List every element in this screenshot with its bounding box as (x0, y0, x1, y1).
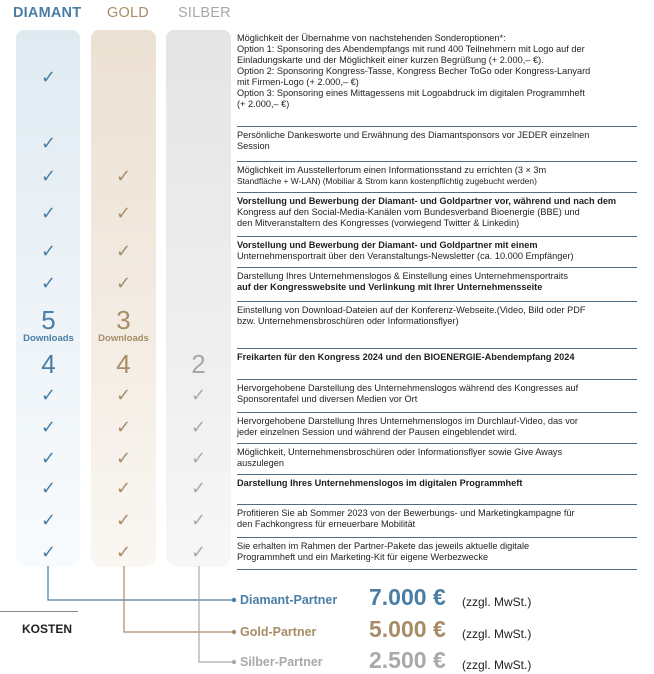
check-icon: ✓ (115, 542, 132, 563)
partner-name-diamant: Diamant-Partner (240, 593, 338, 607)
row-line: mit Firmen-Logo (+ 2.000,– €) (237, 77, 359, 87)
row-line: Vorstellung und Bewerbung der Diamant- und Goldpartner mit einem (237, 240, 538, 250)
check-icon: ✓ (190, 384, 207, 406)
check-icon: ✓ (190, 509, 207, 531)
count-value: 5 (41, 305, 56, 335)
row-line: Hervorgehobene Darstellung Ihres Unternehmenslogos im Durchlauf-Video, das vor (237, 416, 578, 426)
check-icon: ✓ (115, 478, 132, 499)
count-value: 3 (116, 305, 131, 335)
partner-name-gold: Gold-Partner (240, 625, 317, 639)
price-note-silber: (zzgl. MwSt.) (462, 658, 532, 672)
row-line: bzw. Unternehmensbroschüren oder Informationsflyer) (237, 316, 459, 326)
row-line: Freikarten für den Kongress 2024 und den BIOENERGIE-Abendempfang 2024 (237, 352, 575, 362)
price-note-diamant: (zzgl. MwSt.) (462, 595, 532, 609)
row-line: Sponsorentafel und diversen Medien vor Ort (237, 394, 418, 404)
price-gold: 5.000 € (369, 616, 446, 642)
check-icon: ✓ (190, 478, 207, 499)
check-icon: ✓ (40, 509, 57, 531)
check-icon: ✓ (115, 203, 132, 224)
row-line: Möglichkeit, Unternehmensbroschüren oder Informationsflyer sowie Give Aways (237, 447, 563, 457)
check-icon: ✓ (40, 384, 57, 406)
partner-name-silber: Silber-Partner (240, 655, 323, 669)
count-value: 4 (41, 348, 56, 379)
check-icon: ✓ (190, 416, 207, 438)
header-silber: SILBER (178, 5, 231, 21)
row-line: Option 1: Sponsoring des Abendempfangs mit rund 400 Teilnehmern mit Logo auf der (237, 44, 585, 54)
count-value: 4 (116, 348, 131, 379)
row-line: Option 3: Sponsoring eines Mittagessens mit Logoabdruck im digitalen Programmheft (237, 88, 585, 98)
check-icon: ✓ (190, 447, 207, 469)
header-diamant: DIAMANT (13, 5, 82, 21)
check-icon: ✓ (115, 165, 132, 187)
check-icon: ✓ (115, 240, 132, 262)
check-icon: ✓ (40, 132, 57, 154)
row-line: den Mitveranstaltern des Kongresses (vorwiegend Twitter & Linkedin) (237, 218, 520, 228)
row-line: Möglichkeit der Übernahme von nachstehenden Sonderoptionen*: (237, 33, 506, 43)
check-icon: ✓ (40, 478, 57, 499)
check-icon: ✓ (115, 384, 132, 406)
row-line: (+ 2.000,– €) (237, 99, 290, 109)
check-icon: ✓ (40, 165, 57, 187)
check-icon: ✓ (40, 203, 57, 224)
row-line: Sie erhalten im Rahmen der Partner-Pakete das jeweils aktuelle digitale (237, 541, 530, 551)
check-icon: ✓ (40, 447, 57, 469)
check-icon: ✓ (40, 66, 57, 88)
price-diamant: 7.000 € (369, 584, 446, 610)
check-icon: ✓ (115, 447, 132, 469)
check-icon: ✓ (115, 509, 132, 531)
downloads-label: Downloads (23, 333, 74, 344)
check-icon: ✓ (40, 273, 57, 294)
row-line: Standfläche + W-LAN) (Mobiliar & Strom kann kostenpflichtig zugebucht werden) (237, 176, 537, 186)
price-silber: 2.500 € (369, 647, 446, 673)
kosten-divider (0, 611, 78, 612)
count-value: 2 (191, 348, 206, 379)
row-line: Unternehmensportrait über den Veranstaltungs-Newsletter (ca. 10.000 Empfänger) (237, 251, 574, 261)
row-line: Persönliche Dankesworte und Erwähnung des Diamantsponsors vor JEDER einzelnen (237, 130, 590, 140)
row-line: Einstellung von Download-Dateien auf der Konferenz-Webseite.(Video, Bild oder PDF (237, 305, 586, 315)
row-line: Einladungskarte und der Möglichkeit einer kurzen Begrüßung (+ 2.000,– €). (237, 55, 544, 65)
row-line: jeder einzelnen Session und während der Pausen eingeblendet wird. (237, 427, 517, 437)
check-icon: ✓ (115, 416, 132, 438)
check-icon: ✓ (40, 542, 57, 563)
row-line: auf der Kongresswebsite und Verlinkung mit Ihrer Unternehmensseite (237, 282, 543, 292)
kosten-label: KOSTEN (22, 622, 73, 636)
price-note-gold: (zzgl. MwSt.) (462, 627, 532, 641)
row-line: Möglichkeit im Ausstellerforum einen Informationsstand zu errichten (3 × 3m (237, 165, 547, 175)
check-icon: ✓ (40, 416, 57, 438)
check-icon: ✓ (40, 240, 57, 262)
row-line: Hervorgehobene Darstellung des Unternehmenslogos während des Kongresses auf (237, 383, 579, 393)
row-line: Option 2: Sponsoring Kongress-Tasse, Kongress Becher ToGo oder Kongress-Lanyard (237, 66, 591, 76)
downloads-label: Downloads (98, 333, 149, 344)
row-line: Kongress auf den Social-Media-Kanälen vom Bundesverband Bioenergie (BBE) und (237, 207, 580, 217)
row-line: Vorstellung und Bewerbung der Diamant- und Goldpartner vor, während und nach dem (237, 196, 617, 206)
check-icon: ✓ (190, 542, 207, 563)
row-line: Darstellung Ihres Unternehmenslogos im digitalen Programmheft (237, 478, 523, 488)
check-icon: ✓ (115, 273, 132, 294)
row-line: Darstellung Ihres Unternehmenslogos & Einstellung eines Unternehmensportraits (237, 271, 568, 281)
row-line: Programmheft und ein Marketing-Kit für eigene Werbezwecke (237, 552, 489, 562)
row-line: Profitieren Sie ab Sommer 2023 von der Bewerbungs- und Marketingkampagne für (237, 508, 575, 518)
row-line: Session (237, 141, 270, 151)
row-line: auszulegen (237, 458, 284, 468)
row-line: den Fachkongress für erneuerbare Mobilität (237, 519, 416, 529)
header-gold: GOLD (107, 5, 149, 21)
